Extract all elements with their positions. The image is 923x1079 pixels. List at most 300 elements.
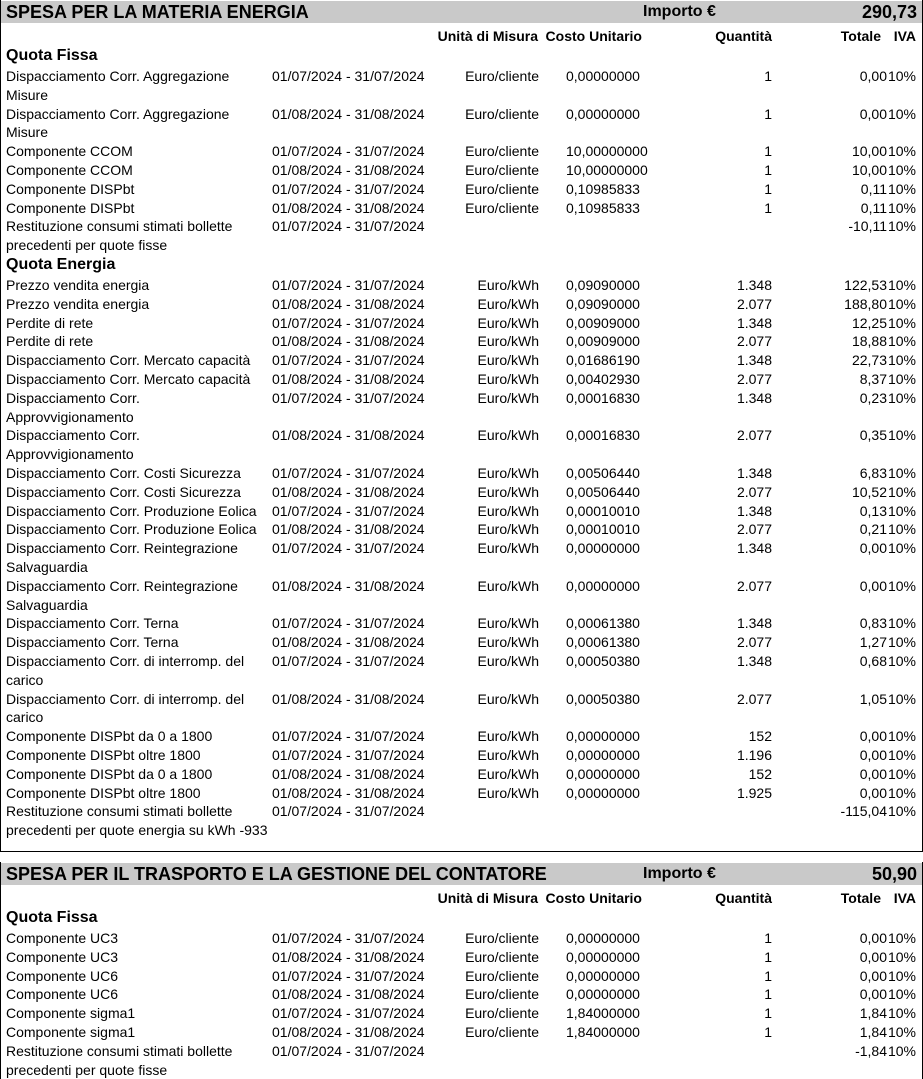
- row-unit: Euro/kWh: [477, 747, 539, 763]
- row-iva: 10%: [887, 948, 916, 965]
- row-unit: Euro/cliente: [465, 930, 539, 946]
- row-period: 01/08/2024 - 31/08/2024: [272, 105, 425, 122]
- table-row: [1, 142, 922, 160]
- row-quantity: 1.348: [736, 540, 772, 557]
- row-iva: 10%: [887, 1005, 916, 1022]
- row-description-line2: carico: [6, 709, 44, 726]
- table-row: [1, 727, 922, 745]
- row-iva: 10%: [887, 143, 916, 160]
- row-period: 01/08/2024 - 31/08/2024: [272, 1024, 425, 1040]
- row-quantity: 2.077: [736, 521, 772, 538]
- row-unit: Euro/cliente: [465, 68, 539, 84]
- row-period: 01/08/2024 - 31/08/2024: [272, 295, 425, 312]
- row-description: Dispacciamento Corr. Produzione Eolica: [6, 521, 257, 538]
- row-description: Dispacciamento Corr. di interromp. del: [6, 653, 245, 669]
- row-iva: 10%: [887, 162, 916, 178]
- row-iva: 10%: [887, 371, 916, 387]
- row-period: 01/08/2024 - 31/08/2024: [272, 333, 425, 350]
- table-row: [1, 520, 922, 538]
- row-unit-cost: 0,00000000: [566, 967, 640, 984]
- column-headers: [1, 889, 922, 907]
- row-total: 0,00: [859, 577, 887, 594]
- row-total: 0,00: [859, 540, 887, 557]
- row-description: Dispacciamento Corr. di interromp. del: [6, 690, 245, 707]
- row-quantity: 2.077: [736, 690, 772, 707]
- row-unit-cost: 0,00000000: [566, 948, 640, 965]
- table-row: [1, 180, 922, 198]
- row-total: 0,13: [859, 502, 887, 519]
- row-unit: Euro/kWh: [477, 634, 539, 651]
- row-unit-cost: 10,00000000: [566, 143, 648, 160]
- row-period: 01/07/2024 - 31/07/2024: [272, 352, 425, 369]
- table-row-continuation: [1, 671, 922, 689]
- row-period: 01/07/2024 - 31/07/2024: [272, 465, 425, 481]
- table-row: [1, 389, 922, 407]
- row-unit: Euro/kWh: [477, 371, 539, 387]
- row-unit-cost: 10,00000000: [566, 162, 648, 178]
- row-quantity: 152: [748, 765, 772, 782]
- row-period: 01/08/2024 - 31/08/2024: [272, 371, 425, 387]
- row-quantity: 1.348: [736, 653, 772, 669]
- row-description: Perdite di rete: [6, 314, 94, 331]
- row-period: 01/08/2024 - 31/08/2024: [272, 483, 425, 500]
- row-period: 01/07/2024 - 31/07/2024: [272, 180, 425, 197]
- table-row: [1, 295, 922, 313]
- row-quantity: 1.348: [736, 314, 772, 331]
- table-row: [1, 633, 922, 651]
- row-total: 1,84: [859, 1024, 887, 1040]
- row-description: Dispacciamento Corr. Produzione Eolica: [6, 502, 257, 519]
- row-iva: 10%: [887, 653, 916, 669]
- row-iva: 10%: [887, 747, 916, 763]
- table-row: [1, 784, 922, 802]
- row-period: 01/07/2024 - 31/07/2024: [272, 930, 425, 946]
- row-iva: 10%: [887, 577, 916, 594]
- table-row: [1, 985, 922, 1003]
- row-period: 01/08/2024 - 31/08/2024: [272, 199, 425, 216]
- row-period: 01/08/2024 - 31/08/2024: [272, 690, 425, 707]
- row-unit-cost: 0,00050380: [566, 690, 640, 707]
- row-unit-cost: 0,00010010: [566, 521, 640, 538]
- row-unit: Euro/cliente: [465, 162, 539, 178]
- row-unit: Euro/cliente: [465, 1024, 539, 1040]
- row-quantity: 1: [764, 1024, 772, 1040]
- row-unit: Euro/cliente: [465, 986, 539, 1003]
- row-unit-cost: 0,00000000: [566, 540, 640, 557]
- row-unit-cost: 0,09090000: [566, 295, 640, 312]
- row-description-line2: Misure: [6, 124, 49, 141]
- row-total: 10,00: [851, 143, 887, 160]
- group-title: Quota Energia: [6, 256, 116, 273]
- row-unit: Euro/cliente: [465, 180, 539, 197]
- row-unit-cost: 1,84000000: [566, 1024, 640, 1040]
- table-row: [1, 652, 922, 670]
- row-period: 01/08/2024 - 31/08/2024: [272, 784, 425, 801]
- row-total: 122,53: [844, 277, 887, 293]
- row-description: Dispacciamento Corr. Aggregazione: [6, 105, 230, 122]
- row-unit: Euro/kWh: [477, 465, 539, 481]
- row-quantity: 1.348: [736, 465, 772, 481]
- row-unit-cost: 0,00016830: [566, 389, 640, 406]
- table-row: [1, 370, 922, 388]
- row-description-line2: Misure: [6, 86, 49, 103]
- row-description: Dispacciamento Corr. Costi Sicurezza: [6, 483, 241, 500]
- row-quantity: 1: [764, 1005, 772, 1022]
- row-period: 01/08/2024 - 31/08/2024: [272, 521, 425, 538]
- header-unita-misura: Unità di Misura: [437, 28, 538, 44]
- row-iva: 10%: [887, 180, 916, 197]
- row-iva: 10%: [887, 68, 916, 84]
- row-period: 01/07/2024 - 31/07/2024: [272, 1042, 425, 1059]
- row-unit-cost: 0,00000000: [566, 68, 640, 84]
- row-description: Perdite di rete: [6, 333, 94, 350]
- section-trasporto-contatore: [0, 862, 923, 1079]
- row-unit: Euro/cliente: [465, 143, 539, 160]
- header-unita-misura: Unità di Misura: [437, 890, 538, 906]
- row-unit-cost: 0,00000000: [566, 728, 640, 745]
- row-unit: Euro/kWh: [477, 521, 539, 538]
- column-headers: [1, 27, 922, 45]
- row-description: Dispacciamento Corr. Reintegrazione: [6, 540, 238, 557]
- table-row: [1, 426, 922, 444]
- header-totale: Totale: [840, 890, 881, 906]
- table-row: [1, 614, 922, 632]
- row-total: 0,00: [859, 747, 887, 763]
- row-total: 1,05: [859, 690, 887, 707]
- row-unit-cost: 0,00909000: [566, 333, 640, 350]
- table-row: [1, 929, 922, 947]
- row-description: Componente CCOM: [6, 162, 133, 178]
- row-quantity: 1: [764, 162, 772, 178]
- row-unit-cost: 0,00016830: [566, 427, 640, 444]
- row-iva: 10%: [887, 967, 916, 984]
- row-iva: 10%: [887, 352, 916, 369]
- table-row: [1, 332, 922, 350]
- row-description-line2: Approvvigionamento: [6, 446, 134, 463]
- row-total: 0,00: [859, 728, 887, 745]
- section-amount: 290,73: [861, 2, 917, 22]
- table-row: [1, 464, 922, 482]
- row-quantity: 1: [764, 180, 772, 197]
- row-iva: 10%: [887, 199, 916, 216]
- table-row: [1, 483, 922, 501]
- row-unit: Euro/cliente: [465, 967, 539, 984]
- row-iva: 10%: [887, 314, 916, 331]
- section-amount: 50,90: [871, 864, 917, 884]
- row-iva: 10%: [887, 389, 916, 406]
- row-iva: 10%: [887, 521, 916, 538]
- row-period: 01/07/2024 - 31/07/2024: [272, 314, 425, 331]
- table-row: [1, 161, 922, 179]
- row-description: Restituzione consumi stimati bollette: [6, 803, 233, 820]
- row-unit: Euro/kWh: [477, 352, 539, 369]
- row-period: 01/07/2024 - 31/07/2024: [272, 615, 425, 632]
- table-row-continuation: [1, 1061, 922, 1079]
- row-description-line2: Salvaguardia: [6, 559, 88, 575]
- table-row: [1, 765, 922, 783]
- header-quantita: Quantità: [715, 890, 772, 906]
- table-row: [1, 1004, 922, 1022]
- row-iva: 10%: [887, 295, 916, 312]
- row-iva: 10%: [887, 218, 916, 235]
- row-quantity: 1.196: [736, 747, 772, 763]
- importo-label: Importo €: [643, 865, 716, 882]
- table-row-continuation: [1, 408, 922, 426]
- table-row: [1, 539, 922, 557]
- table-row: [1, 217, 922, 235]
- table-row-continuation: [1, 123, 922, 141]
- row-description: Componente CCOM: [6, 143, 133, 160]
- row-iva: 10%: [887, 277, 916, 293]
- row-description: Componente sigma1: [6, 1024, 136, 1040]
- row-unit-cost: 0,10985833: [566, 180, 640, 197]
- table-row: [1, 948, 922, 966]
- row-description-line2: Salvaguardia: [6, 596, 88, 613]
- importo-label: Importo €: [643, 3, 716, 20]
- table-row-continuation: [1, 86, 922, 104]
- row-description-line2: precedenti per quote fisse: [6, 1061, 168, 1078]
- row-period: 01/08/2024 - 31/08/2024: [272, 427, 425, 444]
- row-unit: Euro/kWh: [477, 784, 539, 801]
- row-description: Restituzione consumi stimati bollette: [6, 218, 233, 235]
- row-unit: Euro/kWh: [477, 427, 539, 444]
- row-quantity: 1.348: [736, 277, 772, 293]
- row-iva: 10%: [887, 333, 916, 350]
- row-period: 01/07/2024 - 31/07/2024: [272, 747, 425, 763]
- row-period: 01/07/2024 - 31/07/2024: [272, 653, 425, 669]
- row-description: Prezzo vendita energia: [6, 277, 150, 293]
- row-iva: 10%: [887, 465, 916, 481]
- row-total: 1,84: [859, 1005, 887, 1022]
- row-description: Dispacciamento Corr. Costi Sicurezza: [6, 465, 241, 481]
- row-description: Dispacciamento Corr. Aggregazione: [6, 68, 230, 84]
- row-total: 6,83: [859, 465, 887, 481]
- row-period: 01/07/2024 - 31/07/2024: [272, 728, 425, 745]
- row-unit-cost: 0,09090000: [566, 277, 640, 293]
- row-unit-cost: 0,00506440: [566, 465, 640, 481]
- table-row: [1, 199, 922, 217]
- row-total: 0,00: [859, 105, 887, 122]
- table-row: [1, 690, 922, 708]
- row-quantity: 1: [764, 143, 772, 160]
- row-description: Dispacciamento Corr. Reintegrazione: [6, 577, 238, 594]
- row-description: Componente DISPbt oltre 1800: [6, 747, 201, 763]
- row-description: Componente DISPbt: [6, 180, 135, 197]
- row-unit-cost: 0,00000000: [566, 577, 640, 594]
- row-unit: Euro/cliente: [465, 105, 539, 122]
- row-iva: 10%: [887, 483, 916, 500]
- row-quantity: 1.348: [736, 615, 772, 632]
- row-unit-cost: 0,00000000: [566, 986, 640, 1003]
- table-row-continuation: [1, 708, 922, 726]
- row-description: Restituzione consumi stimati bollette: [6, 1042, 233, 1059]
- group-title: Quota Fissa: [6, 47, 98, 64]
- row-description-line2: carico: [6, 671, 44, 688]
- row-iva: 10%: [887, 540, 916, 557]
- row-total: 18,88: [851, 333, 887, 350]
- row-unit: Euro/kWh: [477, 540, 539, 557]
- row-iva: 10%: [887, 765, 916, 782]
- row-period: 01/07/2024 - 31/07/2024: [272, 502, 425, 519]
- row-unit: Euro/kWh: [477, 728, 539, 745]
- header-totale: Totale: [840, 28, 881, 44]
- table-row-continuation: [1, 558, 922, 576]
- row-unit: Euro/cliente: [465, 948, 539, 965]
- table-row: [1, 577, 922, 595]
- row-iva: 10%: [887, 690, 916, 707]
- row-quantity: 1: [764, 930, 772, 946]
- row-total: 0,68: [859, 653, 887, 669]
- row-iva: 10%: [887, 634, 916, 651]
- row-description: Componente UC6: [6, 986, 119, 1003]
- table-row: [1, 351, 922, 369]
- row-description: Componente DISPbt: [6, 199, 135, 216]
- section-header-bar: [1, 863, 922, 885]
- row-description: Componente DISPbt da 0 a 1800: [6, 728, 213, 745]
- row-iva: 10%: [887, 427, 916, 444]
- row-total: 0,21: [859, 521, 887, 538]
- row-unit: Euro/cliente: [465, 1005, 539, 1022]
- row-quantity: 1: [764, 199, 772, 216]
- row-iva: 10%: [887, 986, 916, 1003]
- row-period: 01/08/2024 - 31/08/2024: [272, 634, 425, 651]
- row-description: Dispacciamento Corr. Terna: [6, 634, 179, 651]
- row-total: 0,00: [859, 967, 887, 984]
- row-unit: Euro/cliente: [465, 199, 539, 216]
- row-unit-cost: 0,00000000: [566, 747, 640, 763]
- table-row-continuation: [1, 445, 922, 463]
- row-total: 0,35: [859, 427, 887, 444]
- row-total: 0,00: [859, 930, 887, 946]
- row-total: -10,11: [848, 218, 887, 235]
- row-unit: Euro/kWh: [477, 314, 539, 331]
- row-total: 0,00: [859, 986, 887, 1003]
- section-header-bar: [1, 1, 922, 23]
- row-total: 0,00: [859, 948, 887, 965]
- row-total: 0,11: [860, 199, 887, 216]
- row-description: Componente UC6: [6, 967, 119, 984]
- row-unit-cost: 0,00000000: [566, 765, 640, 782]
- row-quantity: 2.077: [736, 577, 772, 594]
- header-iva: IVA: [893, 28, 916, 44]
- row-period: 01/07/2024 - 31/07/2024: [272, 218, 425, 235]
- row-period: 01/08/2024 - 31/08/2024: [272, 162, 425, 178]
- row-unit: Euro/kWh: [477, 277, 539, 293]
- row-total: -1,84: [855, 1042, 887, 1059]
- row-iva: 10%: [887, 1042, 916, 1059]
- row-total: 0,11: [860, 180, 887, 197]
- row-quantity: 1: [764, 105, 772, 122]
- row-iva: 10%: [887, 105, 916, 122]
- row-total: 22,73: [851, 352, 887, 369]
- row-unit: Euro/kWh: [477, 690, 539, 707]
- row-iva: 10%: [887, 803, 916, 820]
- table-row: [1, 314, 922, 332]
- row-total: 12,25: [851, 314, 887, 331]
- table-row-continuation: [1, 236, 922, 254]
- row-quantity: 2.077: [736, 371, 772, 387]
- row-quantity: 152: [748, 728, 772, 745]
- row-unit-cost: 0,00061380: [566, 615, 640, 632]
- row-quantity: 1.348: [736, 502, 772, 519]
- row-quantity: 1: [764, 986, 772, 1003]
- header-quantita: Quantità: [715, 28, 772, 44]
- row-unit-cost: 0,00061380: [566, 634, 640, 651]
- row-unit: Euro/kWh: [477, 333, 539, 350]
- row-period: 01/08/2024 - 31/08/2024: [272, 986, 425, 1003]
- table-row: [1, 967, 922, 985]
- row-period: 01/07/2024 - 31/07/2024: [272, 143, 425, 160]
- row-unit-cost: 0,00050380: [566, 653, 640, 669]
- row-iva: 10%: [887, 930, 916, 946]
- table-row: [1, 502, 922, 520]
- row-quantity: 2.077: [736, 427, 772, 444]
- table-row-continuation: [1, 596, 922, 614]
- row-description: Dispacciamento Corr.: [6, 427, 140, 444]
- row-total: 0,00: [859, 765, 887, 782]
- row-quantity: 2.077: [736, 333, 772, 350]
- row-unit-cost: 0,00909000: [566, 314, 640, 331]
- row-total: 10,52: [851, 483, 887, 500]
- row-quantity: 1.348: [736, 352, 772, 369]
- row-unit-cost: 1,84000000: [566, 1005, 640, 1022]
- row-period: 01/07/2024 - 31/07/2024: [272, 1005, 425, 1022]
- header-costo-unitario: Costo Unitario: [545, 28, 642, 44]
- header-costo-unitario: Costo Unitario: [545, 890, 642, 906]
- section-title: SPESA PER LA MATERIA ENERGIA: [6, 2, 309, 22]
- table-row: [1, 1023, 922, 1041]
- row-unit: Euro/kWh: [477, 389, 539, 406]
- row-total: 0,83: [859, 615, 887, 632]
- row-iva: 10%: [887, 615, 916, 632]
- table-row: [1, 67, 922, 85]
- row-period: 01/07/2024 - 31/07/2024: [272, 389, 425, 406]
- row-quantity: 1: [764, 948, 772, 965]
- table-row: [1, 802, 922, 820]
- row-iva: 10%: [887, 1024, 916, 1040]
- row-quantity: 2.077: [736, 634, 772, 651]
- row-quantity: 2.077: [736, 483, 772, 500]
- row-period: 01/07/2024 - 31/07/2024: [272, 803, 425, 820]
- row-description-line2: precedenti per quote fisse: [6, 237, 168, 254]
- row-quantity: 1: [764, 68, 772, 84]
- table-row: [1, 1042, 922, 1060]
- row-iva: 10%: [887, 784, 916, 801]
- row-unit: Euro/kWh: [477, 483, 539, 500]
- row-period: 01/08/2024 - 31/08/2024: [272, 765, 425, 782]
- row-total: 0,23: [859, 389, 887, 406]
- row-quantity: 2.077: [736, 295, 772, 312]
- row-total: 0,00: [859, 784, 887, 801]
- row-description: Componente sigma1: [6, 1005, 136, 1022]
- table-row: [1, 746, 922, 764]
- row-period: 01/07/2024 - 31/07/2024: [272, 967, 425, 984]
- row-unit: Euro/kWh: [477, 295, 539, 312]
- row-iva: 10%: [887, 502, 916, 519]
- row-description: Componente DISPbt da 0 a 1800: [6, 765, 213, 782]
- row-unit-cost: 0,01686190: [566, 352, 640, 369]
- row-period: 01/07/2024 - 31/07/2024: [272, 68, 425, 84]
- row-description: Dispacciamento Corr. Mercato capacità: [6, 371, 251, 387]
- row-unit: Euro/kWh: [477, 502, 539, 519]
- row-unit: Euro/kWh: [477, 653, 539, 669]
- table-row-continuation: [1, 821, 922, 839]
- row-total: 1,27: [859, 634, 887, 651]
- row-description-line2: precedenti per quote energia su kWh -933: [6, 822, 268, 839]
- row-description: Componente DISPbt oltre 1800: [6, 784, 201, 801]
- row-unit-cost: 0,00000000: [566, 784, 640, 801]
- row-total: -115,04: [840, 803, 887, 820]
